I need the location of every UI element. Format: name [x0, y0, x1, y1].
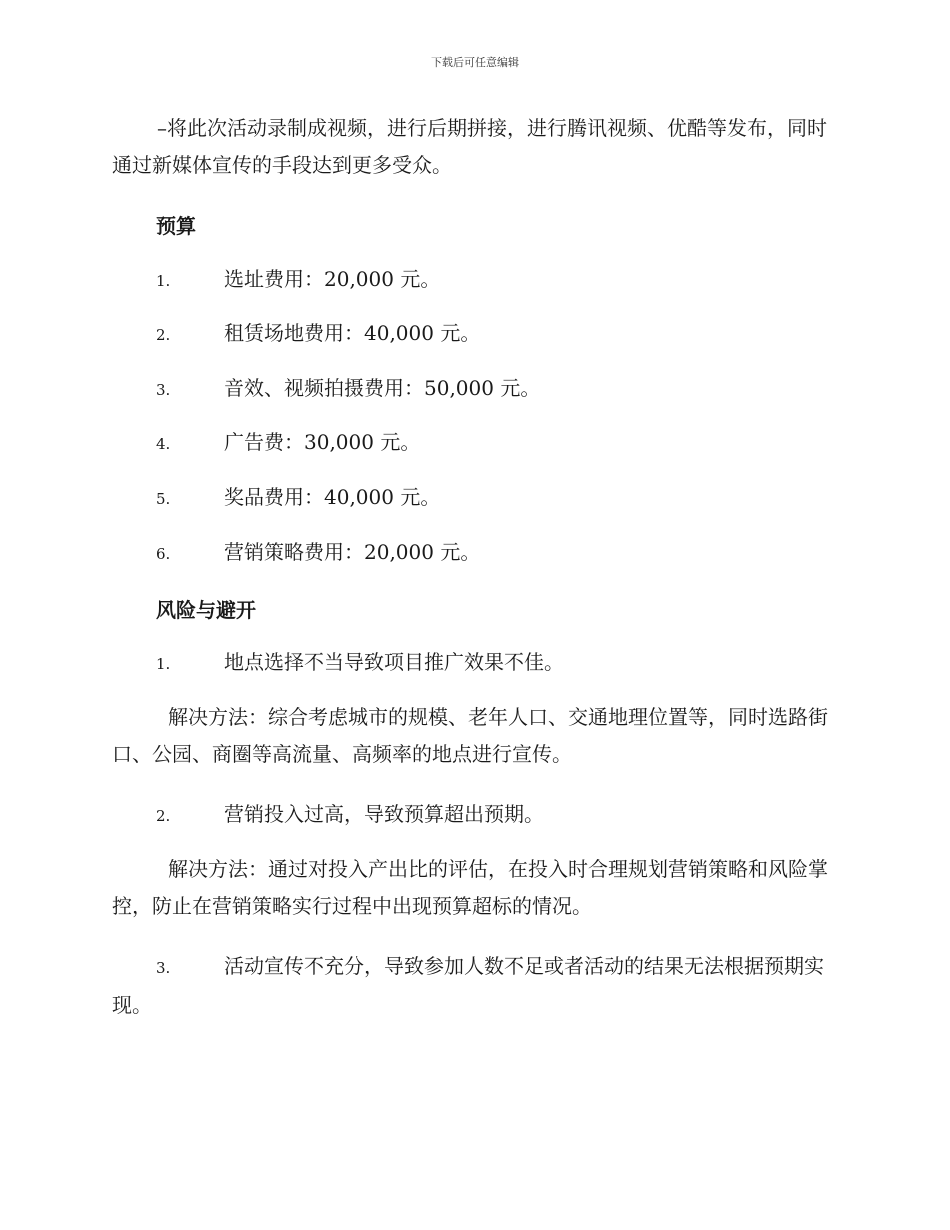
- risk-item-text: 营销投入过高，导致预算超出预期。: [224, 802, 544, 826]
- risk-solution-paragraph: 解决方法：通过对投入产出比的评估，在投入时合理规划营销策略和风险掌控，防止在营销策略实行过程中出现预算超标的情况。: [112, 857, 828, 918]
- risk-item-text: 活动宣传不充分，导致参加人数不足或者活动的结果无法根据预期实现。: [112, 954, 824, 1017]
- risk-item-number: 3.: [156, 959, 171, 977]
- intro-paragraph: –将此次活动录制成视频，进行后期拼接，进行腾讯视频、优酷等发布，同时通过新媒体宣传的手段达到更多受众。: [112, 116, 827, 177]
- budget-item-number: 3.: [156, 381, 171, 399]
- risk-item: [112, 948, 832, 1024]
- budget-item-number: 6.: [156, 545, 171, 563]
- risk-item: [156, 799, 544, 831]
- budget-item-number: 5.: [156, 490, 171, 508]
- risk-item: [156, 647, 564, 679]
- budget-item-number: 2.: [156, 326, 171, 344]
- budget-item-text: 营销策略费用：20,000 元。: [224, 540, 481, 564]
- budget-item-text: 租赁场地费用：40,000 元。: [224, 321, 481, 345]
- budget-item-text: 广告费：30,000 元。: [224, 430, 421, 454]
- budget-item: [156, 427, 420, 459]
- budget-item: [156, 373, 540, 405]
- budget-item-number: 1.: [156, 272, 171, 290]
- budget-item-text: 音效、视频拍摄费用：50,000 元。: [224, 376, 541, 400]
- page-header: 下载后可任意编辑: [431, 56, 519, 69]
- budget-item: [156, 537, 480, 569]
- budget-item-text: 奖品费用：40,000 元。: [224, 485, 441, 509]
- budget-item-text: 选址费用：20,000 元。: [224, 267, 441, 291]
- risk-item-number: 2.: [156, 807, 171, 825]
- risk-item-number: 1.: [156, 655, 171, 673]
- budget-item-number: 4.: [156, 435, 171, 453]
- budget-item: [156, 482, 440, 514]
- budget-heading: 预算: [156, 214, 196, 238]
- risk-solution-paragraph: 解决方法：综合考虑城市的规模、老年人口、交通地理位置等，同时选路街口、公园、商圈等高流量、高频率的地点进行宣传。: [112, 705, 828, 766]
- risk-item-text: 地点选择不当导致项目推广效果不佳。: [224, 650, 564, 674]
- budget-item: [156, 264, 440, 296]
- risk-heading: 风险与避开: [156, 598, 256, 622]
- budget-item: [156, 318, 480, 350]
